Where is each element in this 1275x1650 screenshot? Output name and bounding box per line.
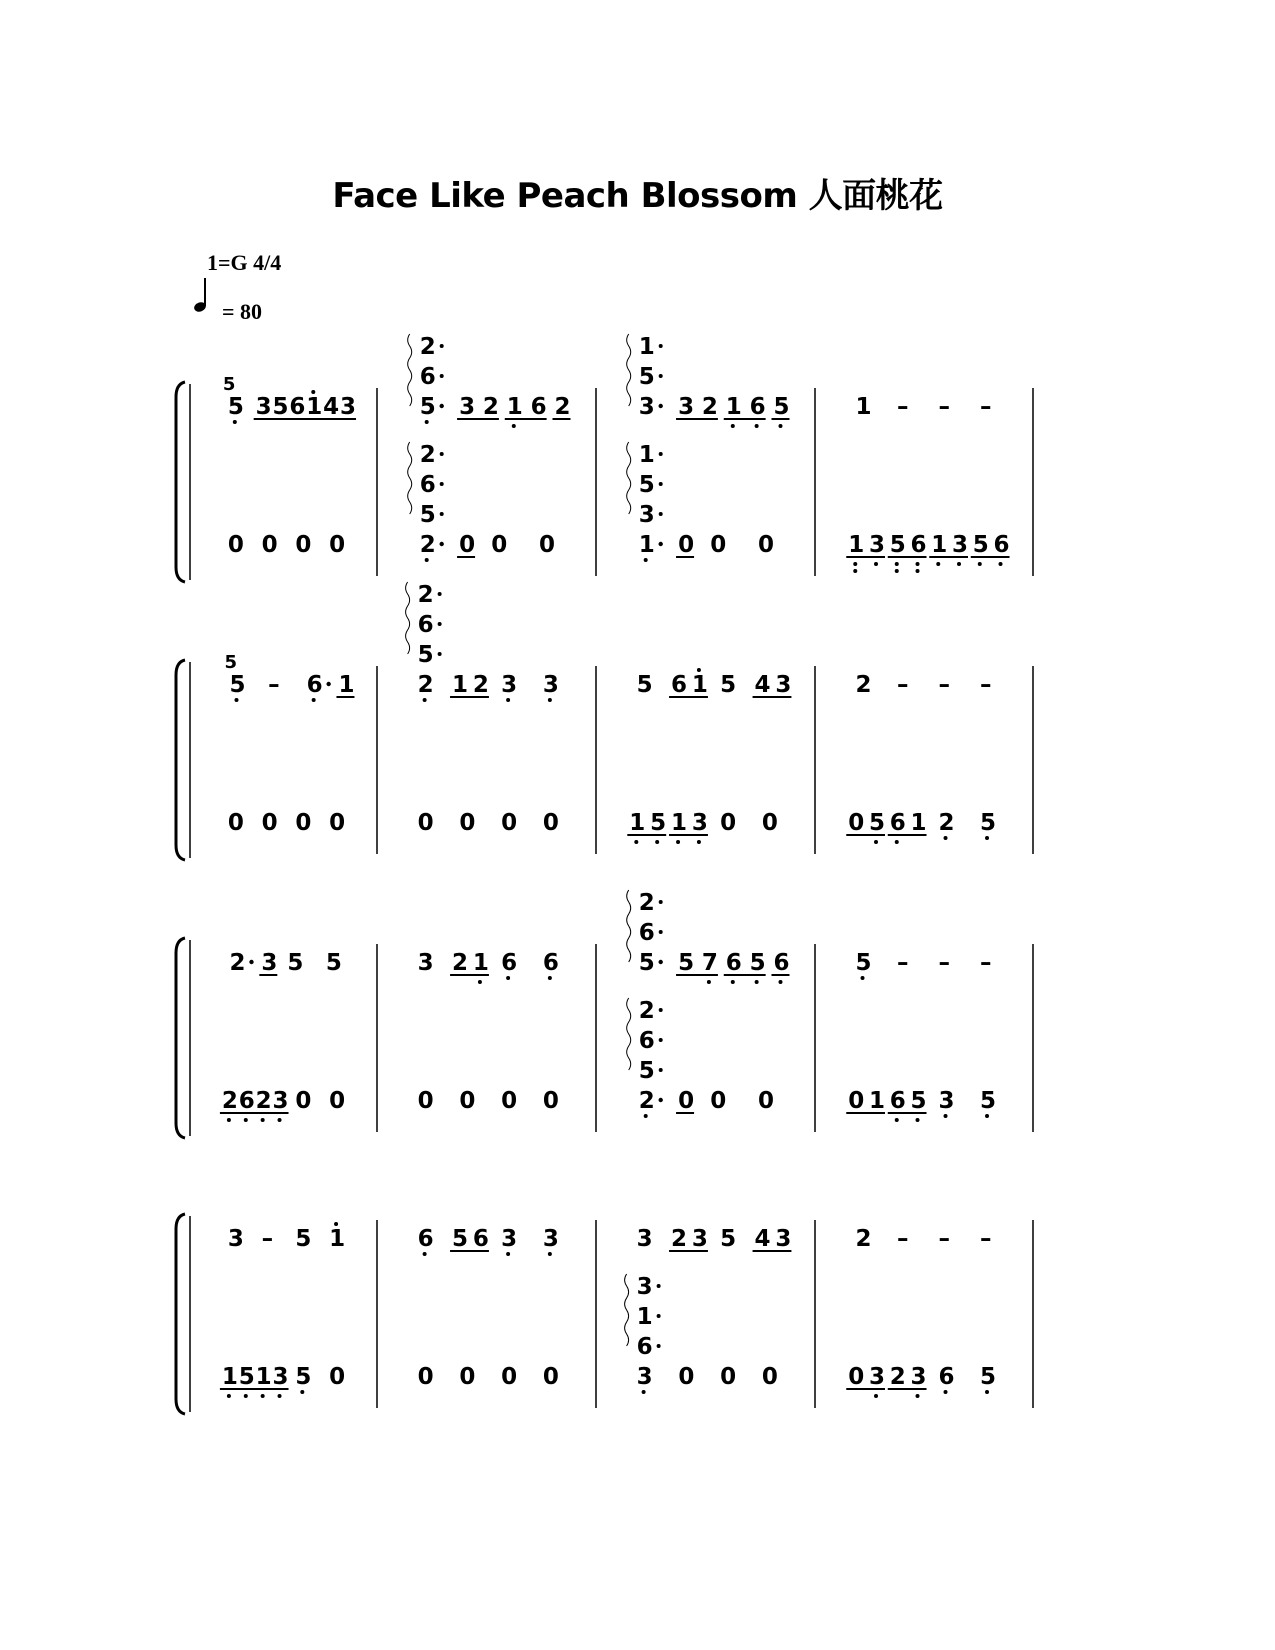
octave-dot-below bbox=[895, 840, 899, 844]
note-digit: 0 bbox=[295, 810, 312, 836]
augmentation-dot bbox=[326, 682, 330, 686]
note-digit: 4 bbox=[754, 672, 771, 698]
arpeggio-mark bbox=[406, 582, 410, 654]
note-digit: 3 bbox=[542, 1226, 559, 1252]
chord-digit: 3 bbox=[636, 1274, 653, 1300]
dash-mark: – bbox=[938, 950, 951, 976]
chord-dot bbox=[659, 452, 663, 456]
note-digit: 5 bbox=[287, 950, 304, 976]
note-digit: 0 bbox=[757, 1088, 775, 1114]
arpeggio-mark bbox=[627, 334, 631, 406]
octave-dot-below bbox=[512, 424, 516, 428]
octave-dot-below bbox=[644, 1114, 648, 1118]
octave-dot-below bbox=[634, 840, 638, 844]
note-digit: 0 bbox=[295, 532, 312, 558]
note-digit: 5 bbox=[295, 1364, 312, 1390]
note-digit: 3 bbox=[869, 532, 886, 558]
note-digit: 3 bbox=[638, 394, 655, 420]
note-digit: 2 bbox=[554, 394, 571, 420]
octave-dot-below bbox=[233, 420, 237, 424]
note-digit: 3 bbox=[542, 672, 559, 698]
note-digit: 2 bbox=[452, 950, 469, 976]
octave-dot-below bbox=[300, 1390, 304, 1394]
note-digit: 5 bbox=[295, 1226, 312, 1252]
note-digit: 6 bbox=[530, 394, 547, 420]
note-digit: 5 bbox=[650, 810, 667, 836]
octave-dot-above bbox=[334, 1222, 338, 1226]
system-bracket bbox=[176, 1214, 185, 1414]
note-digit: 3 bbox=[869, 1364, 886, 1390]
note-digit: 1 bbox=[329, 1226, 346, 1252]
chord-dot bbox=[657, 1314, 661, 1318]
note-digit: 1 bbox=[869, 1088, 886, 1114]
note-digit: 3 bbox=[636, 1226, 653, 1252]
note-digit: 0 bbox=[501, 810, 518, 836]
note-digit: 2 bbox=[671, 1226, 688, 1252]
note-digit: 5 bbox=[720, 672, 737, 698]
chord-dot bbox=[659, 374, 663, 378]
octave-dot-below bbox=[312, 698, 316, 702]
grace-note: 5 bbox=[222, 374, 236, 395]
chord-dot bbox=[659, 1008, 663, 1012]
chord-digit: 6 bbox=[419, 472, 436, 498]
chord-digit: 2 bbox=[638, 998, 655, 1024]
note-digit: 0 bbox=[501, 1088, 518, 1114]
note-digit: 3 bbox=[272, 1088, 289, 1114]
octave-dot-below bbox=[506, 698, 510, 702]
note-digit: 1 bbox=[472, 950, 489, 976]
note-digit: 0 bbox=[329, 1088, 346, 1114]
note-digit: 3 bbox=[255, 394, 272, 420]
note-digit: 3 bbox=[340, 394, 357, 420]
octave-dot-below bbox=[425, 420, 429, 424]
note-digit: 5 bbox=[889, 532, 906, 558]
octave-dot-below bbox=[425, 558, 429, 562]
note-digit: 5 bbox=[238, 1364, 255, 1390]
augmentation-dot bbox=[659, 404, 663, 408]
octave-dot-below bbox=[478, 980, 482, 984]
note-digit: 3 bbox=[261, 950, 278, 976]
dash-mark: – bbox=[261, 1226, 274, 1252]
note-digit: 6 bbox=[773, 950, 790, 976]
note-digit: 3 bbox=[691, 1226, 708, 1252]
note-digit: 5 bbox=[419, 394, 436, 420]
note-digit: 2 bbox=[855, 672, 872, 698]
octave-dot-below bbox=[944, 836, 948, 840]
note-digit: 2 bbox=[855, 1226, 872, 1252]
chord-digit: 2 bbox=[419, 442, 436, 468]
system-bracket bbox=[176, 660, 185, 860]
note-digit: 1 bbox=[255, 1364, 272, 1390]
chord-dot bbox=[659, 1068, 663, 1072]
chord-dot bbox=[659, 344, 663, 348]
arpeggio-mark bbox=[408, 334, 412, 406]
chord-digit: 1 bbox=[638, 442, 655, 468]
note-digit: 1 bbox=[910, 810, 927, 836]
octave-dot-below bbox=[261, 1118, 265, 1122]
note-digit: 0 bbox=[761, 810, 778, 836]
note-digit: 0 bbox=[542, 1088, 559, 1114]
note-digit: 5 bbox=[980, 810, 997, 836]
chord-dot bbox=[659, 1038, 663, 1042]
dash-mark: – bbox=[980, 950, 992, 976]
chord-digit: 6 bbox=[417, 612, 434, 638]
octave-dot-below bbox=[985, 1114, 989, 1118]
note-digit: 5 bbox=[720, 1226, 737, 1252]
note-digit: 3 bbox=[775, 672, 792, 698]
octave-dot-below bbox=[895, 1118, 899, 1122]
note-digit: 2 bbox=[701, 394, 718, 420]
dash-mark: – bbox=[897, 950, 909, 976]
note-digit: 0 bbox=[491, 532, 508, 558]
note-digit: 7 bbox=[701, 950, 718, 976]
note-digit: 2 bbox=[938, 810, 955, 836]
note-digit: 3 bbox=[938, 1088, 955, 1114]
tempo-marking: = 80 bbox=[222, 299, 263, 324]
octave-dot-below bbox=[644, 558, 648, 562]
arpeggio-mark bbox=[627, 998, 631, 1070]
octave-dot-below bbox=[978, 562, 982, 566]
dash-mark: – bbox=[897, 672, 909, 698]
note-digit: 3 bbox=[691, 810, 708, 836]
note-digit: 3 bbox=[501, 1226, 518, 1252]
dash-mark: – bbox=[938, 672, 951, 698]
note-digit: 3 bbox=[417, 950, 434, 976]
note-digit: 1 bbox=[725, 394, 742, 420]
note-digit: 5 bbox=[229, 672, 246, 698]
note-digit: 6 bbox=[542, 950, 559, 976]
note-digit: 0 bbox=[459, 1088, 476, 1114]
note-digit: 0 bbox=[459, 532, 476, 558]
chord-dot bbox=[659, 482, 663, 486]
octave-dot-below bbox=[916, 569, 920, 573]
note-digit: 6 bbox=[910, 532, 927, 558]
octave-dot-below bbox=[895, 569, 899, 573]
octave-dot-below bbox=[697, 840, 701, 844]
note-digit: 0 bbox=[501, 1364, 518, 1390]
note-digit: 3 bbox=[459, 394, 476, 420]
octave-dot-below bbox=[244, 1118, 248, 1122]
note-digit: 4 bbox=[323, 394, 340, 420]
dash-mark: – bbox=[980, 672, 992, 698]
note-digit: 6 bbox=[725, 950, 742, 976]
note-digit: 0 bbox=[329, 1364, 346, 1390]
octave-dot-below bbox=[944, 1114, 948, 1118]
note-digit: 0 bbox=[757, 532, 775, 558]
note-digit: 1 bbox=[931, 532, 948, 558]
chord-dot bbox=[438, 622, 442, 626]
chord-dot bbox=[659, 930, 663, 934]
octave-dot-below bbox=[874, 840, 878, 844]
dash-mark: – bbox=[980, 1226, 992, 1252]
chord-digit: 1 bbox=[638, 334, 655, 360]
dash-mark: – bbox=[268, 672, 280, 698]
octave-dot-below bbox=[778, 424, 782, 428]
augmentation-dot bbox=[659, 1098, 663, 1102]
note-digit: 5 bbox=[910, 1088, 927, 1114]
augmentation-dot bbox=[659, 542, 663, 546]
note-digit: 3 bbox=[775, 1226, 792, 1252]
arpeggio-mark bbox=[625, 1274, 629, 1346]
arpeggio-mark bbox=[627, 890, 631, 962]
augmentation-dot bbox=[659, 960, 663, 964]
system-bracket bbox=[176, 938, 185, 1138]
note-digit: 0 bbox=[417, 1364, 434, 1390]
note-digit: 2 bbox=[229, 950, 246, 976]
octave-dot-below bbox=[944, 1390, 948, 1394]
chord-digit: 6 bbox=[638, 1028, 655, 1054]
note-digit: 6 bbox=[889, 1088, 906, 1114]
note-digit: 1 bbox=[452, 672, 469, 698]
note-digit: 2 bbox=[472, 672, 489, 698]
octave-dot-above bbox=[311, 390, 315, 394]
note-digit: 1 bbox=[338, 672, 355, 698]
octave-dot-below bbox=[548, 698, 552, 702]
octave-dot-below bbox=[731, 980, 735, 984]
note-digit: 6 bbox=[472, 1226, 489, 1252]
note-digit: 0 bbox=[329, 532, 346, 558]
octave-dot-below bbox=[278, 1394, 282, 1398]
note-digit: 6 bbox=[289, 394, 306, 420]
octave-dot-below bbox=[227, 1118, 231, 1122]
octave-dot-below bbox=[999, 562, 1003, 566]
octave-dot-below bbox=[985, 836, 989, 840]
octave-dot-below bbox=[936, 562, 940, 566]
note-digit: 3 bbox=[910, 1364, 927, 1390]
chord-dot bbox=[440, 374, 444, 378]
note-digit: 1 bbox=[855, 394, 872, 420]
note-digit: 5 bbox=[980, 1088, 997, 1114]
octave-dot-below bbox=[985, 1390, 989, 1394]
chord-dot bbox=[440, 482, 444, 486]
octave-dot-below bbox=[731, 424, 735, 428]
octave-dot-below bbox=[506, 1252, 510, 1256]
note-digit: 6 bbox=[749, 394, 766, 420]
note-digit: 0 bbox=[848, 1364, 865, 1390]
chord-digit: 6 bbox=[636, 1334, 653, 1360]
note-digit: 0 bbox=[417, 1088, 434, 1114]
note-digit: 3 bbox=[227, 1226, 244, 1252]
note-digit: 0 bbox=[678, 532, 695, 558]
dash-mark: – bbox=[980, 394, 992, 420]
octave-dot-below bbox=[755, 980, 759, 984]
note-digit: 5 bbox=[638, 950, 655, 976]
note-digit: 5 bbox=[272, 394, 289, 420]
octave-dot-below bbox=[957, 562, 961, 566]
note-digit: 0 bbox=[542, 810, 559, 836]
note-digit: 1 bbox=[629, 810, 646, 836]
octave-dot-below bbox=[853, 569, 857, 573]
note-digit: 5 bbox=[773, 394, 790, 420]
octave-dot-below bbox=[227, 1394, 231, 1398]
note-digit: 6 bbox=[993, 532, 1010, 558]
octave-dot-below bbox=[707, 980, 711, 984]
note-digit: 5 bbox=[227, 394, 244, 420]
note-digit: 0 bbox=[720, 810, 737, 836]
octave-dot-below bbox=[874, 562, 878, 566]
note-digit: 1 bbox=[221, 1364, 238, 1390]
dash-mark: – bbox=[897, 394, 909, 420]
note-digit: 1 bbox=[306, 394, 323, 420]
octave-dot-below bbox=[916, 1118, 920, 1122]
octave-dot-below bbox=[506, 976, 510, 980]
octave-dot-below bbox=[861, 976, 865, 980]
octave-dot-below bbox=[755, 424, 759, 428]
octave-dot-below bbox=[676, 840, 680, 844]
note-digit: 5 bbox=[452, 1226, 469, 1252]
chord-digit: 5 bbox=[417, 642, 434, 668]
note-digit: 2 bbox=[482, 394, 499, 420]
chord-digit: 3 bbox=[638, 502, 655, 528]
note-digit: 6 bbox=[889, 810, 906, 836]
note-digit: 5 bbox=[869, 810, 886, 836]
note-digit: 6 bbox=[417, 1226, 434, 1252]
note-digit: 5 bbox=[749, 950, 766, 976]
note-digit: 1 bbox=[638, 532, 655, 558]
chord-digit: 5 bbox=[419, 502, 436, 528]
chord-dot bbox=[659, 900, 663, 904]
chord-digit: 2 bbox=[638, 890, 655, 916]
note-digit: 2 bbox=[638, 1088, 655, 1114]
note-digit: 0 bbox=[261, 810, 278, 836]
note-digit: 3 bbox=[678, 394, 695, 420]
arpeggio-mark bbox=[627, 442, 631, 514]
note-digit: 6 bbox=[671, 672, 688, 698]
note-digit: 1 bbox=[691, 672, 708, 698]
note-digit: 2 bbox=[417, 672, 434, 698]
dash-mark: – bbox=[938, 394, 951, 420]
octave-dot-below bbox=[261, 1394, 265, 1398]
note-digit: 5 bbox=[972, 532, 989, 558]
note-digit: 0 bbox=[542, 1364, 559, 1390]
chord-dot bbox=[438, 652, 442, 656]
note-digit: 0 bbox=[848, 1088, 865, 1114]
note-digit: 0 bbox=[848, 810, 865, 836]
note-digit: 0 bbox=[295, 1088, 312, 1114]
note-digit: 0 bbox=[227, 810, 244, 836]
augmentation-dot bbox=[440, 404, 444, 408]
octave-dot-below bbox=[423, 1252, 427, 1256]
octave-dot-below bbox=[916, 562, 920, 566]
octave-dot-below bbox=[244, 1394, 248, 1398]
octave-dot-below bbox=[235, 698, 239, 702]
grace-note: 5 bbox=[224, 652, 238, 673]
note-digit: 0 bbox=[329, 810, 346, 836]
note-digit: 0 bbox=[538, 532, 556, 558]
dash-mark: – bbox=[938, 1226, 951, 1252]
note-digit: 2 bbox=[221, 1088, 238, 1114]
note-digit: 5 bbox=[980, 1364, 997, 1390]
note-digit: 1 bbox=[848, 532, 865, 558]
augmentation-dot bbox=[249, 960, 253, 964]
chord-digit: 5 bbox=[638, 472, 655, 498]
note-digit: 6 bbox=[501, 950, 518, 976]
note-digit: 5 bbox=[855, 950, 872, 976]
note-digit: 1 bbox=[506, 394, 523, 420]
octave-dot-below bbox=[548, 976, 552, 980]
chord-digit: 2 bbox=[419, 334, 436, 360]
note-digit: 3 bbox=[636, 1364, 653, 1390]
note-digit: 0 bbox=[261, 532, 278, 558]
chord-digit: 5 bbox=[638, 1058, 655, 1084]
chord-dot bbox=[657, 1284, 661, 1288]
chord-digit: 6 bbox=[638, 920, 655, 946]
octave-dot-above bbox=[697, 668, 701, 672]
chord-dot bbox=[659, 512, 663, 516]
octave-dot-below bbox=[853, 562, 857, 566]
chord-dot bbox=[440, 452, 444, 456]
note-digit: 3 bbox=[272, 1364, 289, 1390]
octave-dot-below bbox=[278, 1118, 282, 1122]
note-digit: 2 bbox=[889, 1364, 906, 1390]
octave-dot-below bbox=[778, 980, 782, 984]
note-digit: 2 bbox=[419, 532, 436, 558]
chord-dot bbox=[438, 592, 442, 596]
note-digit: 0 bbox=[417, 810, 434, 836]
dash-mark: – bbox=[897, 1226, 909, 1252]
octave-dot-below bbox=[423, 698, 427, 702]
note-digit: 0 bbox=[710, 1088, 727, 1114]
augmentation-dot bbox=[440, 542, 444, 546]
note-digit: 5 bbox=[678, 950, 695, 976]
octave-dot-below bbox=[642, 1390, 646, 1394]
note-digit: 0 bbox=[678, 1364, 695, 1390]
chord-digit: 2 bbox=[417, 582, 434, 608]
chord-dot bbox=[657, 1344, 661, 1348]
note-digit: 5 bbox=[325, 950, 342, 976]
system-bracket bbox=[176, 382, 185, 582]
arpeggio-mark bbox=[408, 442, 412, 514]
note-digit: 0 bbox=[761, 1364, 778, 1390]
note-digit: 0 bbox=[678, 1088, 695, 1114]
note-digit: 0 bbox=[459, 1364, 476, 1390]
note-digit: 1 bbox=[671, 810, 688, 836]
note-digit: 3 bbox=[501, 672, 518, 698]
chord-digit: 1 bbox=[636, 1304, 653, 1330]
note-digit: 2 bbox=[255, 1088, 272, 1114]
note-digit: 0 bbox=[459, 810, 476, 836]
chord-digit: 5 bbox=[638, 364, 655, 390]
chord-dot bbox=[440, 512, 444, 516]
note-digit: 0 bbox=[227, 532, 244, 558]
note-digit: 4 bbox=[754, 1226, 771, 1252]
octave-dot-below bbox=[895, 562, 899, 566]
chord-digit: 6 bbox=[419, 364, 436, 390]
note-digit: 0 bbox=[720, 1364, 737, 1390]
key-signature: 1=G 4/4 bbox=[207, 250, 282, 275]
note-digit: 0 bbox=[710, 532, 727, 558]
note-digit: 5 bbox=[636, 672, 653, 698]
note-digit: 6 bbox=[238, 1088, 255, 1114]
note-digit: 3 bbox=[952, 532, 969, 558]
octave-dot-below bbox=[916, 1394, 920, 1398]
octave-dot-below bbox=[655, 840, 659, 844]
chord-dot bbox=[440, 344, 444, 348]
note-digit: 6 bbox=[306, 672, 323, 698]
page-title: Face Like Peach Blossom 人面桃花 bbox=[332, 176, 943, 216]
note-digit: 6 bbox=[938, 1364, 955, 1390]
octave-dot-below bbox=[548, 1252, 552, 1256]
octave-dot-below bbox=[874, 1394, 878, 1398]
